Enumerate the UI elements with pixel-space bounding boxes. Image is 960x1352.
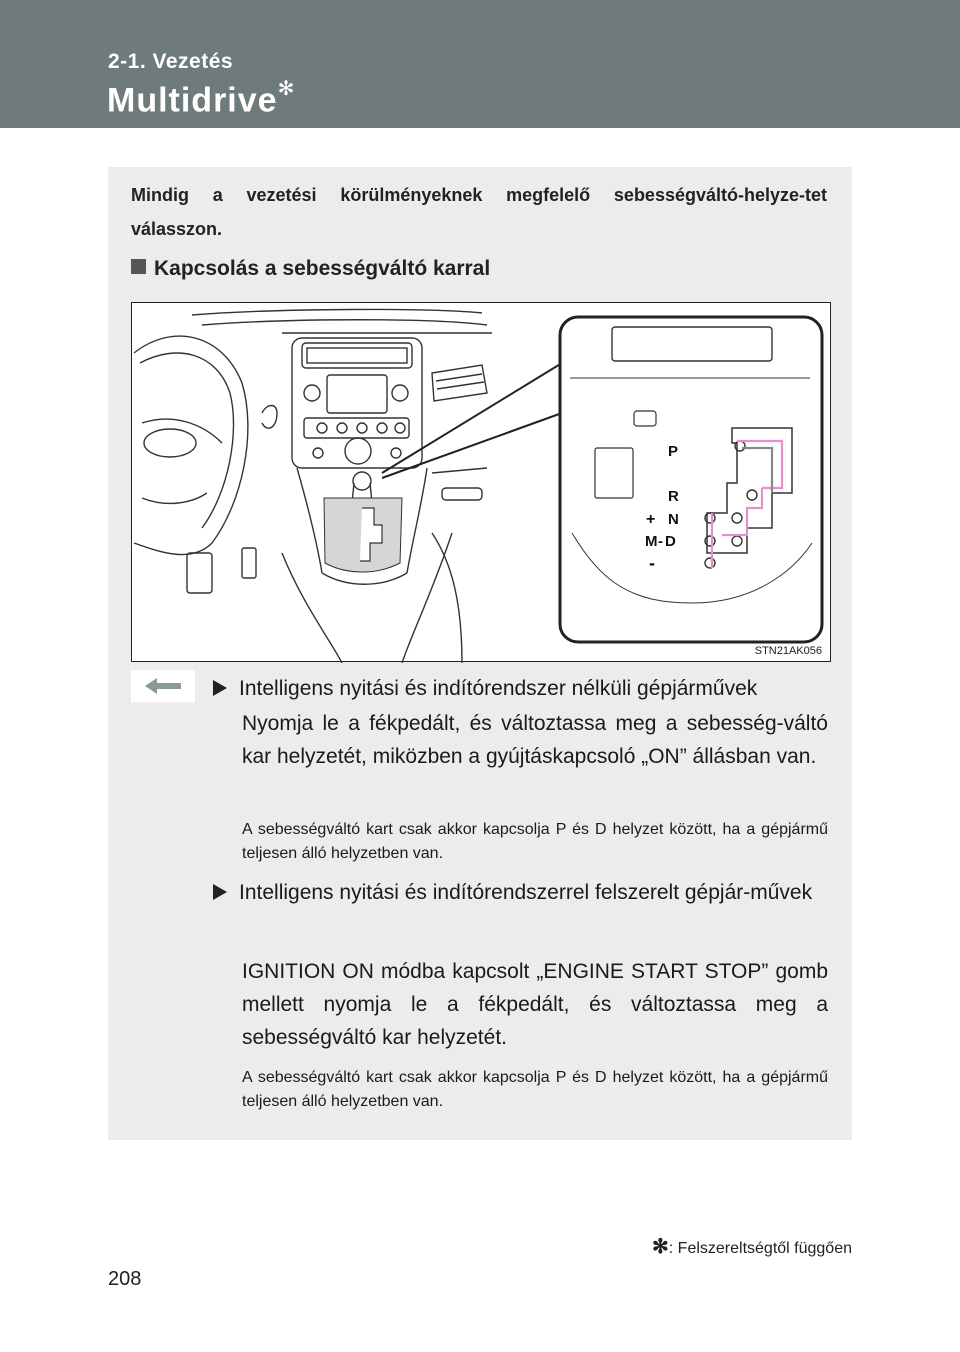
gate-label-d: D	[665, 533, 676, 550]
subheading	[131, 257, 490, 281]
section-2-note: A sebességváltó kart csak akkor kapcsolja P és D helyzet között, ha a gépjármű teljesen álló helyzetben van.	[242, 1069, 828, 1110]
gate-label-dash: -	[658, 533, 663, 550]
back-tab[interactable]	[131, 670, 195, 702]
figure-code: STN21AK056	[754, 645, 822, 657]
intro-text: Mindig a vezetési körülményeknek megfelelő sebességváltó-helyze-tet válasszon.	[131, 185, 827, 239]
section-1-note: A sebességváltó kart csak akkor kapcsolja P és D helyzet között, ha a gépjármű teljesen álló helyzetben van.	[242, 821, 828, 862]
triangle-bullet-icon	[213, 884, 227, 900]
gate-label-plus: +	[646, 511, 656, 528]
section-1-text: Nyomja le a fékpedált, és változtassa meg a sebesség-váltó kar helyzetét, miközben a gyújtáskapcsoló „ON” állásban van.	[242, 712, 828, 768]
section-label: 2-1. Vezetés	[108, 50, 234, 73]
arrow-left-icon	[131, 670, 195, 702]
section-1-bullet	[213, 672, 828, 705]
dashboard-drawing	[134, 309, 492, 663]
section-2-bullet	[213, 876, 828, 909]
asterisk-icon: ✻	[652, 1236, 669, 1258]
page-title	[107, 80, 295, 120]
section-1-bullet-text: Intelligens nyitási és indítórendszer nélküli gépjárművek	[239, 677, 758, 700]
dashboard-illustration	[132, 303, 832, 663]
callout-line-top	[382, 363, 562, 473]
footnote-text: : Felszereltségtől függően	[668, 1240, 852, 1257]
gate-label-r: R	[668, 488, 679, 505]
asterisk-icon: ✻	[277, 78, 296, 100]
shift-lever-figure	[131, 302, 831, 662]
page-title-text: Multidrive	[107, 81, 278, 120]
section-2-bullet-text: Intelligens nyitási és indítórendszerrel felszerelt gépjár-művek	[239, 881, 813, 904]
gate-label-p: P	[668, 443, 679, 460]
triangle-bullet-icon	[213, 680, 227, 696]
page-number: 208	[108, 1268, 142, 1290]
square-bullet-icon	[131, 259, 146, 274]
section-2-text: IGNITION ON módba kapcsolt „ENGINE START STOP” gomb mellett nyomja le a fékpedált, és változtassa meg a sebességváltó kar helyzetét.	[242, 960, 828, 1049]
footnote	[652, 1234, 852, 1259]
gate-label-minus: -	[649, 553, 655, 573]
gate-label-n: N	[668, 511, 679, 528]
subheading-text: Kapcsolás a sebességváltó karral	[154, 257, 491, 280]
gate-label-m: M	[645, 533, 658, 550]
